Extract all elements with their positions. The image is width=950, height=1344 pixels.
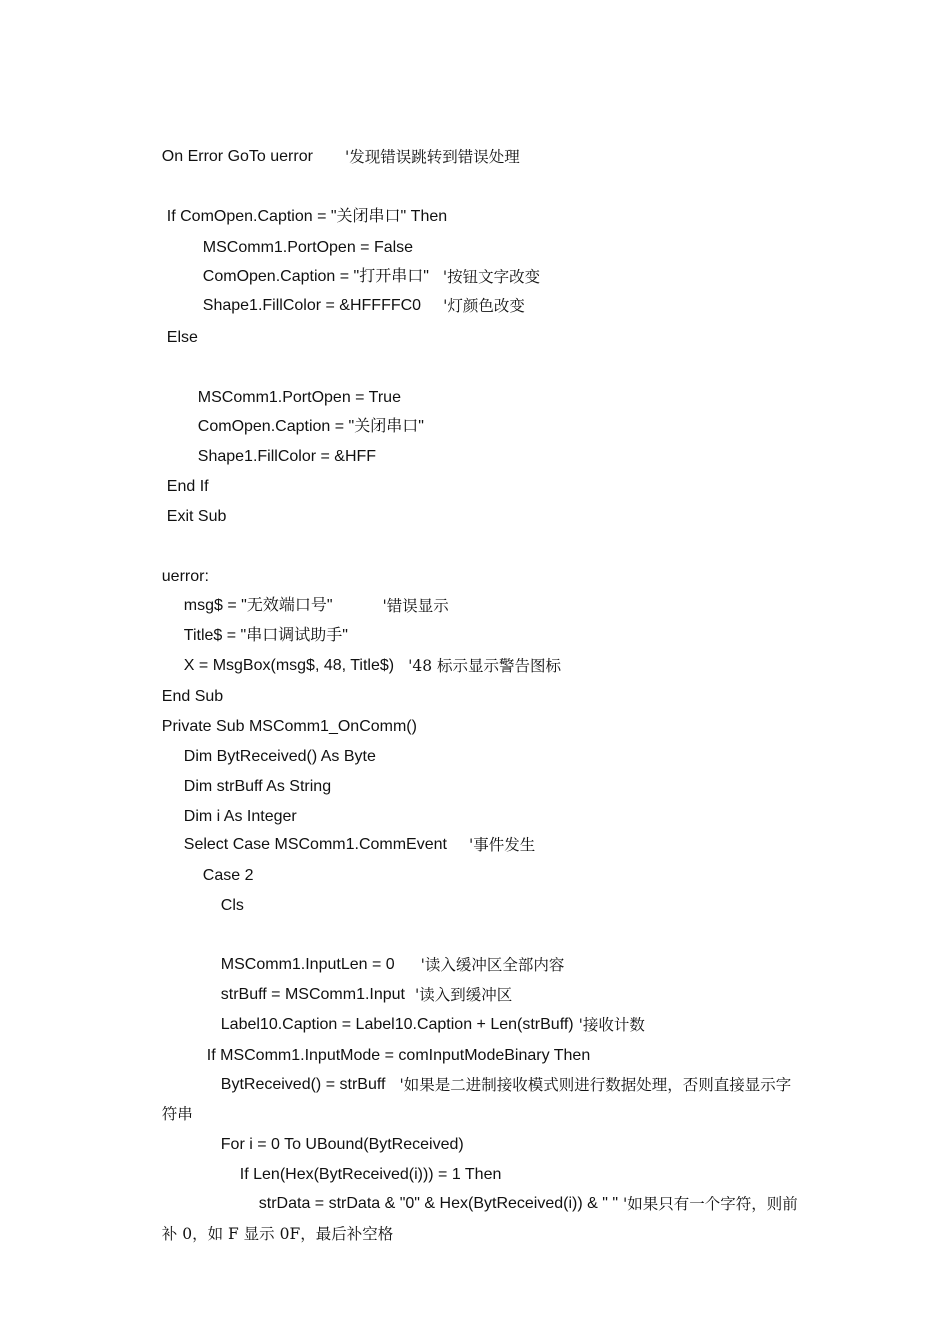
code-line <box>149 457 209 495</box>
code-line <box>203 965 513 1004</box>
code-line <box>149 187 448 225</box>
code-text: Label10.Caption = Label10.Caption + Len(strBuff) <box>220 1016 574 1033</box>
code-text: Dim strBuff As String <box>183 778 332 795</box>
code-line <box>166 815 536 854</box>
code-line <box>144 697 417 735</box>
code-line <box>149 487 227 525</box>
code-comment: '48 标示显示警告图标 <box>408 657 562 675</box>
code-line <box>203 1055 792 1094</box>
code-comment: 符串 <box>161 1105 193 1123</box>
code-text: ComOpen.Caption = "打开串口" <box>202 268 429 285</box>
code-text: X = MsgBox(msg$, 48, Title$) <box>183 657 395 674</box>
code-line <box>144 547 209 585</box>
code-line <box>166 576 449 615</box>
code-comment: '如果是二进制接收模式则进行数据处理，否则直接显示字 <box>399 1076 792 1094</box>
code-text: On Error GoTo uerror <box>161 148 313 165</box>
code-text: Exit Sub <box>166 508 227 525</box>
code-text: Private Sub MSComm1_OnComm() <box>161 718 417 735</box>
code-line <box>203 935 565 974</box>
code-text: Dim i As Integer <box>183 808 297 825</box>
code-text: MSComm1.PortOpen = True <box>197 389 401 406</box>
code-comment: '接收计数 <box>578 1016 645 1034</box>
code-line <box>180 397 424 435</box>
code-comment: '发现错误跳转到错误处理 <box>344 148 520 166</box>
code-line <box>222 1145 502 1183</box>
code-comment: '事件发生 <box>468 836 536 854</box>
code-line <box>241 1174 798 1213</box>
code-text: BytReceived() = strBuff <box>220 1076 386 1093</box>
code-line <box>203 995 645 1034</box>
code-text: Cls <box>220 897 244 914</box>
code-line <box>166 636 562 675</box>
code-text: Select Case MSComm1.CommEvent <box>183 836 447 853</box>
code-text: strBuff = MSComm1.Input <box>220 986 405 1003</box>
code-line <box>180 368 401 406</box>
code-text: MSComm1.PortOpen = False <box>202 239 414 256</box>
code-text: Shape1.FillColor = &HFFFFC0 <box>202 297 422 314</box>
code-text: MSComm1.InputLen = 0 <box>220 956 395 973</box>
code-comment: '错误显示 <box>382 597 449 615</box>
code-text: If ComOpen.Caption = "关闭串口" Then <box>166 208 448 225</box>
code-text: Else <box>166 329 198 346</box>
code-text: End If <box>166 478 209 495</box>
code-text: Title$ = "串口调试助手" <box>183 627 348 644</box>
code-text: End Sub <box>161 688 224 705</box>
code-line <box>149 308 198 346</box>
code-text: Shape1.FillColor = &HFF <box>197 448 377 465</box>
code-text: strData = strData & "0" & Hex(BytReceived(i)) & " " <box>258 1195 619 1212</box>
code-line <box>185 276 525 315</box>
code-line <box>185 218 414 256</box>
code-text: msg$ = "无效端口号" <box>183 597 333 614</box>
code-text: ComOpen.Caption = "关闭串口" <box>197 418 424 435</box>
code-line <box>185 247 541 286</box>
code-text: Dim BytReceived() As Byte <box>183 748 376 765</box>
code-comment: '灯颜色改变 <box>443 297 525 315</box>
code-line <box>166 787 297 825</box>
code-line <box>189 1026 591 1064</box>
code-line <box>180 427 377 465</box>
code-line <box>166 727 376 765</box>
code-text: uerror: <box>161 568 209 585</box>
code-line <box>144 1204 394 1243</box>
code-line <box>203 876 244 914</box>
code-text: If Len(Hex(BytReceived(i))) = 1 Then <box>239 1166 502 1183</box>
code-comment: '读入到缓冲区 <box>415 986 513 1004</box>
code-text: For i = 0 To UBound(BytReceived) <box>220 1136 464 1153</box>
code-line <box>144 1084 193 1123</box>
code-comment: 补 0，如 F 显示 0F，最后补空格 <box>161 1225 394 1243</box>
code-comment: '读入缓冲区全部内容 <box>420 956 565 974</box>
code-line <box>144 127 520 166</box>
code-line <box>166 757 332 795</box>
code-line <box>185 846 254 884</box>
code-line <box>166 606 348 644</box>
code-line <box>144 667 224 705</box>
code-line <box>203 1115 464 1153</box>
code-comment: '如果只有一个字符，则前 <box>623 1195 798 1213</box>
code-text: Case 2 <box>202 867 254 884</box>
code-comment: '按钮文字改变 <box>442 268 541 286</box>
code-text: If MSComm1.InputMode = comInputModeBinary Then <box>206 1047 591 1064</box>
